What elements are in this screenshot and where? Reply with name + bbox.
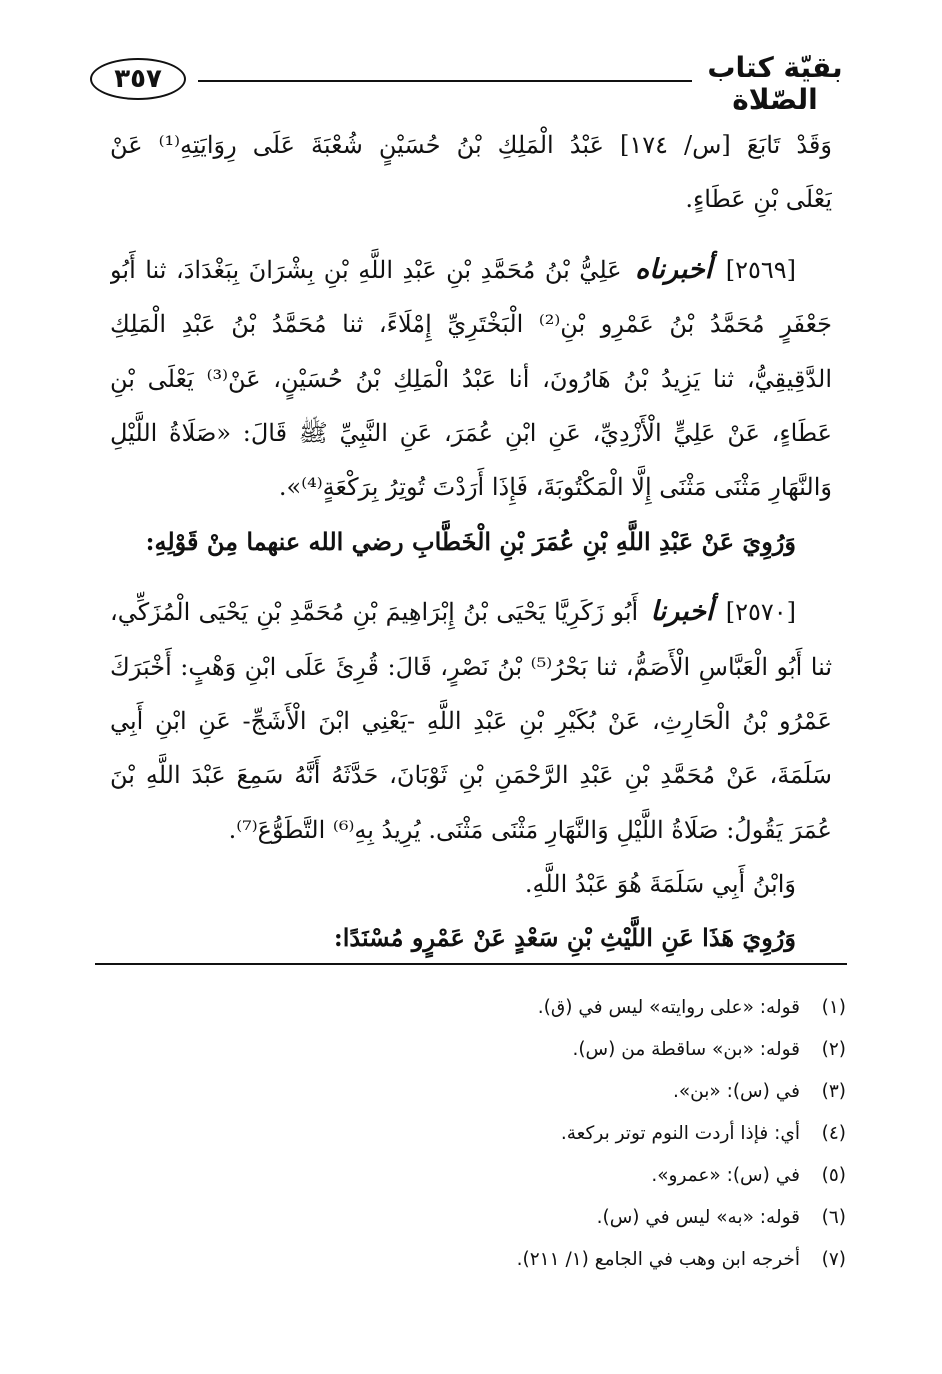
paragraph-gap <box>110 569 832 585</box>
header-rule <box>198 80 692 82</box>
text-line <box>110 640 832 694</box>
text-segment: وَرُوِيَ عَنْ عَبْدِ اللَّهِ بْنِ عُمَرَ بْنِ الْخَطَّابِ رضي الله عنهما مِنْ قَوْلِهِ: <box>145 526 796 556</box>
text-segment: عَطَاءٍ، عَنْ عَلِيٍّ الْأَزْدِيِّ، عَنِ ابْنِ عُمَرَ، عَنِ النَّبِيِّ ﷺ قَالَ: «صَلَاةُ اللَّيْلِ <box>110 418 832 447</box>
page-header <box>90 44 850 116</box>
text-line <box>110 857 832 911</box>
paragraph-gap <box>110 227 832 243</box>
footnote-text: أي: فإذا أردت النوم توتر بركعة. <box>560 1122 800 1144</box>
footnote-item <box>94 1112 846 1154</box>
text-segment: يَعْلَى بْنِ عَطَاءٍ. <box>685 185 832 214</box>
text-segment: سَلَمَةَ، عَنْ مُحَمَّدِ بْنِ عَبْدِ الرَّحْمَنِ بْنِ ثَوْبَانَ، حَدَّثَهُ أَنَّهُ سَمِعَ عَبْدَ اللَّهِ بْنَ <box>110 761 832 790</box>
hadith-keyword: أخبرنا <box>650 596 714 628</box>
text-segment: وَابْنُ أَبِي سَلَمَةَ هُوَ عَبْدُ اللَّهِ. <box>524 870 796 899</box>
text-line <box>110 352 832 406</box>
text-segment: جَعْفَرٍ مُحَمَّدُ بْنُ عَمْرِو بْنِ⁽²⁾ الْبَخْتَرِيِّ إِمْلَاءً، ثنا مُحَمَّدُ بْنُ عَبْدِ الْمَلِكِ <box>110 310 832 339</box>
text-line <box>110 585 832 639</box>
footnote-number: (٥) <box>821 1164 846 1186</box>
footnote-number: (٤) <box>821 1122 846 1144</box>
text-line <box>110 118 832 172</box>
footnote-number: (٣) <box>821 1080 846 1102</box>
footnote-text: في (س): «بن». <box>672 1080 800 1102</box>
text-line <box>110 243 832 297</box>
footnotes <box>94 986 846 1280</box>
text-segment: وَقَدْ تَابَعَ [س/ ١٧٤] عَبْدُ الْمَلِكِ بْنُ حُسَيْنٍ شُعْبَةَ عَلَى رِوَايَتِهِ⁽¹⁾ عَنْ <box>110 131 832 159</box>
chapter-title: بقيّة كتاب الصّلاة <box>707 51 843 116</box>
footnote-number: (٧) <box>821 1248 846 1270</box>
footnote-separator <box>95 963 847 965</box>
footnote-text: قوله: «به» ليس في (س). <box>596 1206 800 1228</box>
text-line <box>110 515 832 569</box>
footnote-item <box>94 1238 846 1280</box>
text-segment: [٢٥٦٩] <box>716 255 796 284</box>
text-line <box>110 172 832 226</box>
text-segment: وَالنَّهَارِ مَثْنَى مَثْنَى إِلَّا الْمَكْتُوبَةَ، فَإِذَا أَرَدْتَ تُوتِرُ بِرَكْعَةٍ⁽⁴⁾». <box>278 473 832 502</box>
text-segment: عَلِيُّ بْنُ مُحَمَّدِ بْنِ عَبْدِ اللَّهِ بْنِ بِشْرَانَ بِبَغْدَادَ، ثنا أَبُو <box>110 255 632 284</box>
text-line <box>110 460 832 514</box>
footnote-item <box>94 1028 846 1070</box>
text-line <box>110 803 832 857</box>
text-line <box>110 748 832 802</box>
footnote-text: قوله: «بن» ساقطة من (س). <box>572 1038 800 1060</box>
page-number: ٣٥٧ <box>90 58 186 100</box>
footnote-number: (٦) <box>821 1206 846 1228</box>
footnote-text: قوله: «على روايته» ليس في (ق). <box>537 996 800 1018</box>
footnote-item <box>94 1196 846 1238</box>
text-segment: [٢٥٧٠] <box>717 598 796 627</box>
footnote-item <box>94 986 846 1028</box>
footnote-item <box>94 1154 846 1196</box>
text-segment: عُمَرَ يَقُولُ: صَلَاةُ اللَّيْلِ وَالنَّهَارِ مَثْنَى مَثْنَى. يُرِيدُ بِهِ⁽⁶⁾ التَّطَوُّعَ⁽⁷⁾. <box>228 815 832 844</box>
text-segment: ثنا أَبُو الْعَبَّاسِ الْأَصَمُّ، ثنا بَحْرُ⁽⁵⁾ بْنُ نَصْرٍ، قَالَ: قُرِئَ عَلَى ابْنِ وَهْبٍ: أَخْبَرَكَ <box>110 652 832 681</box>
footnote-item <box>94 1070 846 1112</box>
text-segment: عَمْرُو بْنُ الْحَارِثِ، عَنْ بُكَيْرِ بْنِ عَبْدِ اللَّهِ -يَعْنِي ابْنَ الْأَشَجِّ- عَنِ ابْنِ أَبِي <box>110 706 832 735</box>
text-line <box>110 694 832 748</box>
footnote-number: (٢) <box>821 1038 846 1060</box>
text-segment: وَرُوِيَ هَذَا عَنِ اللَّيْثِ بْنِ سَعْدٍ عَنْ عَمْرٍو مُسْنَدًا: <box>333 923 796 953</box>
footnote-text: أخرجه ابن وهب في الجامع (١/ ٢١١). <box>516 1248 800 1270</box>
main-text <box>110 118 832 966</box>
text-segment: الدَّقِيقِيُّ، ثنا يَزِيدُ بْنُ هَارُونَ، أنا عَبْدُ الْمَلِكِ بْنُ حُسَيْنٍ، عَنْ⁽³⁾ يَعْلَى بْنِ <box>110 364 832 393</box>
footnote-text: في (س): «عمرو». <box>651 1164 800 1186</box>
text-segment: أَبُو زَكَرِيَّا يَحْيَى بْنُ إِبْرَاهِيمَ بْنِ مُحَمَّدِ بْنِ يَحْيَى الْمُزَكِّي، <box>110 598 647 627</box>
text-line <box>110 911 832 965</box>
text-line <box>110 297 832 351</box>
footnote-number: (١) <box>821 996 846 1018</box>
text-line <box>110 406 832 460</box>
hadith-keyword: أخبرناه <box>635 253 713 285</box>
